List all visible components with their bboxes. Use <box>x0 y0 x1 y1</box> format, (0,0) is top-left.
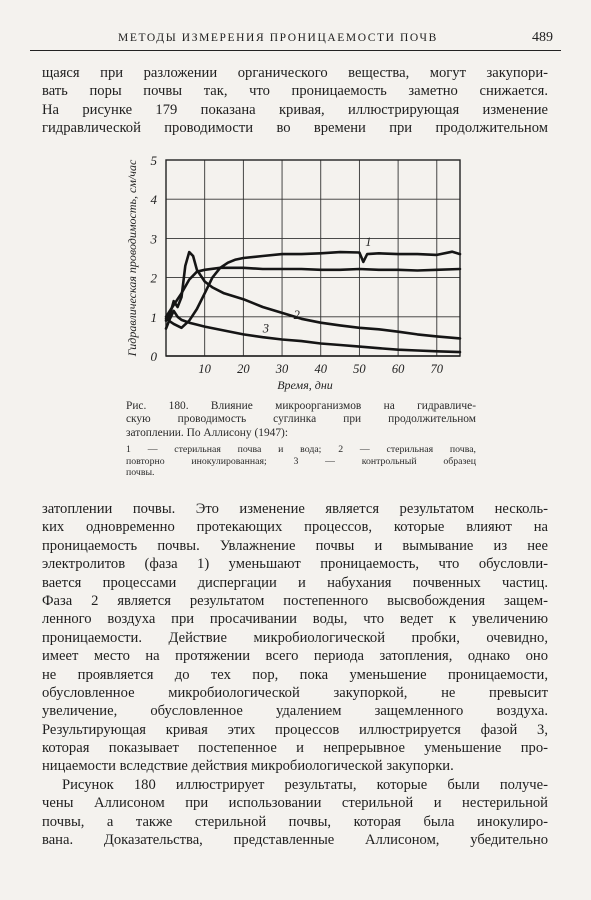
running-header <box>30 30 561 51</box>
x-tick-label: 10 <box>198 362 211 376</box>
text-line: не проявляется до тех пор, пока уменьшение проницаемости, <box>42 666 548 683</box>
text-line: ких одновременно протекающих процессов, которые влияют на <box>42 519 548 536</box>
text-line: вается процессами диспергации и набухания почвенных частиц. <box>42 574 548 591</box>
text-line: вать поры почвы так, что проницаемость заметно снижается. <box>42 83 548 100</box>
y-tick-label: 5 <box>150 153 157 168</box>
paragraph-bottom <box>42 500 548 849</box>
curve-label-2: 2 <box>293 307 300 322</box>
x-tick-label: 60 <box>391 362 405 376</box>
figure-180 <box>118 150 478 398</box>
text-line: проницаемость почвы. Увлажнение почвы и вымывание из нее <box>42 537 548 554</box>
caption-line: скую проводимость суглинка при продолжительном <box>126 413 476 426</box>
x-tick-label: 20 <box>237 362 250 376</box>
text-line: вана. Доказательства, представленные Аллисоном, убедительно <box>42 832 548 849</box>
figure-caption <box>126 400 476 479</box>
hydraulic-conductivity-chart <box>118 150 478 398</box>
series-line-unlabeled <box>166 268 460 317</box>
curve-label-1: 1 <box>365 235 372 250</box>
legend-line: повторно инокулированная; 3 — контрольный образец <box>126 455 476 467</box>
paragraph-top <box>42 64 548 138</box>
series-line-2 <box>166 252 460 338</box>
text-line: почвы, а также стерильной почвы, которая была инокулиро- <box>42 813 548 830</box>
text-line: затоплении почвы. Это изменение является результатом несколь- <box>42 501 548 517</box>
y-tick-label: 0 <box>150 349 157 364</box>
y-tick-label: 1 <box>150 309 157 325</box>
curve-label-3: 3 <box>262 321 269 336</box>
legend-line: почвы. <box>126 467 155 479</box>
text-line: щаяся при разложении органического вещества, могут закупори- <box>42 65 548 81</box>
caption-line: Рис. 180. Влияние микроорганизмов на гидравличе- <box>126 400 476 412</box>
x-tick-label: 50 <box>353 362 366 376</box>
text-line: Фаза 2 является результатом постепенного высвобождения защем- <box>42 592 548 609</box>
text-line: На рисунке 179 показана кривая, иллюстрирующая изменение <box>42 101 548 118</box>
running-title: МЕТОДЫ ИЗМЕРЕНИЯ ПРОНИЦАЕМОСТИ ПОЧВ <box>118 32 438 44</box>
y-tick-label: 2 <box>150 270 157 286</box>
caption-line: затоплении. По Аллисону (1947): <box>126 426 288 439</box>
text-line: электролитов (фаза 1) уменьшают проницаемость, что обусловли- <box>42 556 548 573</box>
text-line: которая показывает постепенное и непрерывное уменьшение про- <box>42 740 548 757</box>
x-axis-label: Время, дни <box>277 378 333 392</box>
text-line: имеет место на протяжении всего периода затопления, однако оно <box>42 648 548 665</box>
page-number: 489 <box>532 30 553 45</box>
y-tick-label: 3 <box>150 231 157 247</box>
text-line: ленного воздуха при просачивании воды, что ведет к увеличению <box>42 611 548 628</box>
y-tick-label: 4 <box>150 192 157 208</box>
x-tick-label: 40 <box>314 362 327 376</box>
text-line: обусловленное микробиологической закупоркой, не превысит <box>42 684 548 701</box>
text-line: Рисунок 180 иллюстрирует результаты, которые были получе- <box>62 776 548 793</box>
x-tick-label: 70 <box>430 362 444 376</box>
legend-line: 1 — стерильная почва и вода; 2 — стерильная почва, <box>126 444 476 456</box>
text-line: увеличение, обусловленное удалением защемленного воздуха. <box>42 703 548 720</box>
x-tick-label: 30 <box>275 362 289 376</box>
text-line: чены Аллисоном при использовании стерильной и нестерильной <box>42 795 548 812</box>
text-line: гидравлической проводимости во времени при продолжительном <box>42 120 548 137</box>
text-line: проницаемости. Действие микробиологической пробки, очевидно, <box>42 629 548 646</box>
figure-legend <box>126 444 476 479</box>
text-line: Результирующая кривая этих процессов иллюстрируется фазой 3, <box>42 721 548 738</box>
y-axis-label: Гидравлическая проводимость, см/час <box>125 159 139 357</box>
text-line: ницаемости вследствие действия микробиологической закупорки. <box>42 758 454 775</box>
